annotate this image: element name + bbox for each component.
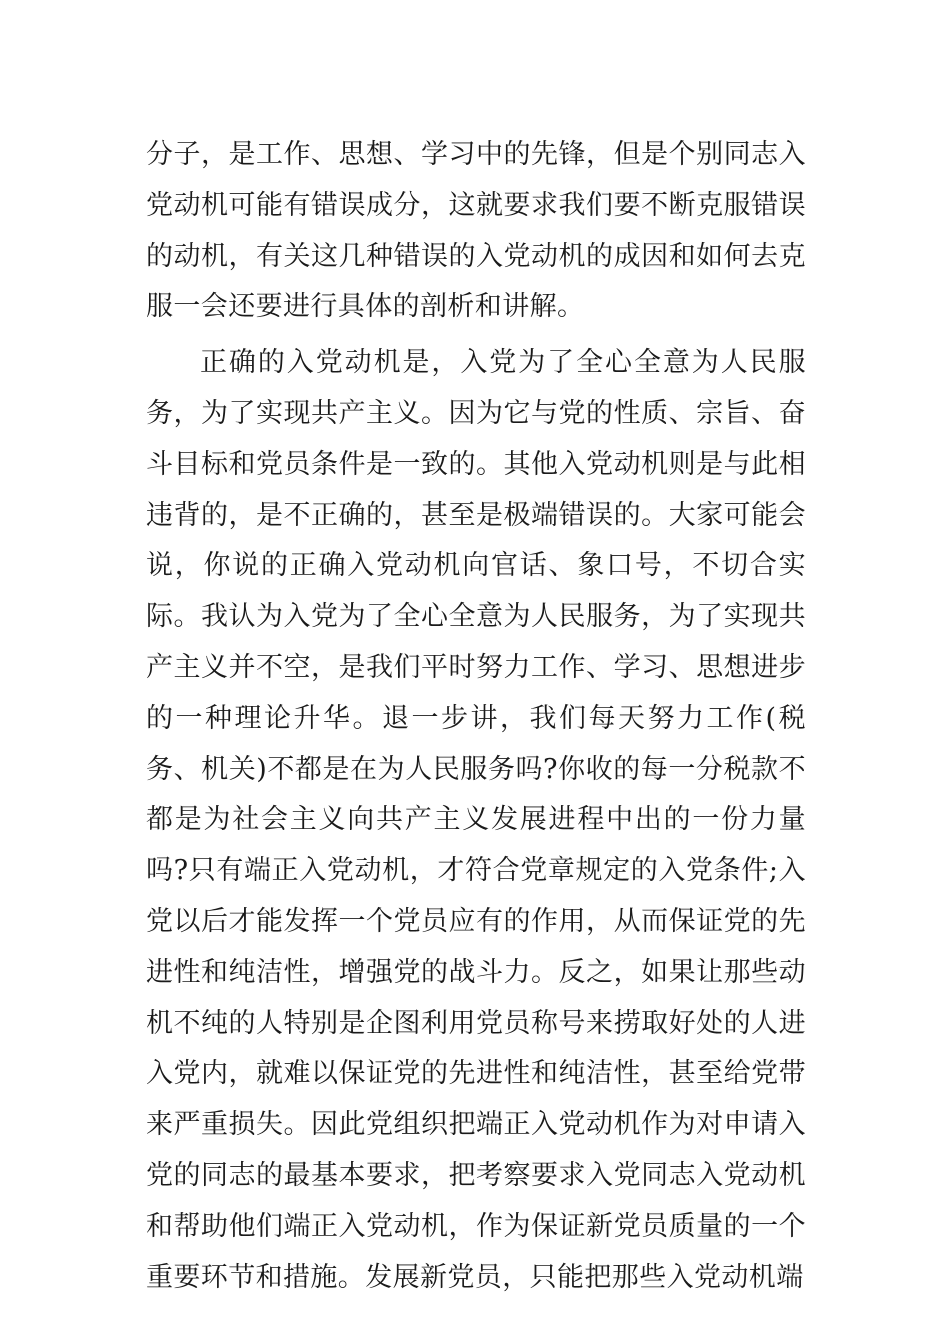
paragraph-1: 分子，是工作、思想、学习中的先锋，但是个别同志入党动机可能有错误成分，这就要求我们要不断克服错误的动机，有关这几种错误的入党动机的成因和如何去克服一会还要进行具体的剖析和讲解。 [146,139,806,323]
paragraph-2: 正确的入党动机是，入党为了全心全意为人民服务，为了实现共产主义。因为它与党的性质、宗旨、奋斗目标和党员条件是一致的。其他入党动机则是与此相违背的，是不正确的，甚至是极端错误的。大家可能会说，你说的正确入党动机向官话、象口号，不切合实际。我认为入党为了全心全意为人民服务，为了实现共产主义并不空，是我们平时努力工作、学习、思想进步的一种理论升华。退一步讲，我们每天努力工作(税务、机关)不都是在为人民服务吗?你收的每一分税款不都是为社会主义向共产主义发展进程中出的一份力量吗?只有端正入党动机，才符合党章规定的入党条件;入党以后才能发挥一个党员应有的作用，从而保证党的先进性和纯洁性，增强党的战斗力。反之，如果让那些动机不纯的人特别是企图利用党员称号来捞取好处的人进入党内，就难以保证党的先进性和纯洁性，甚至给党带来严重损失。因此党组织把端正入党动机作为对申请入党的同志的最基本要求，把考察要求入党同志入党动机和帮助他们端正入党动机，作为保证新党员质量的一个重要环节和措施。发展新党员，只能把那些入党动机端 [146,347,806,1293]
body-text [146,130,806,1303]
